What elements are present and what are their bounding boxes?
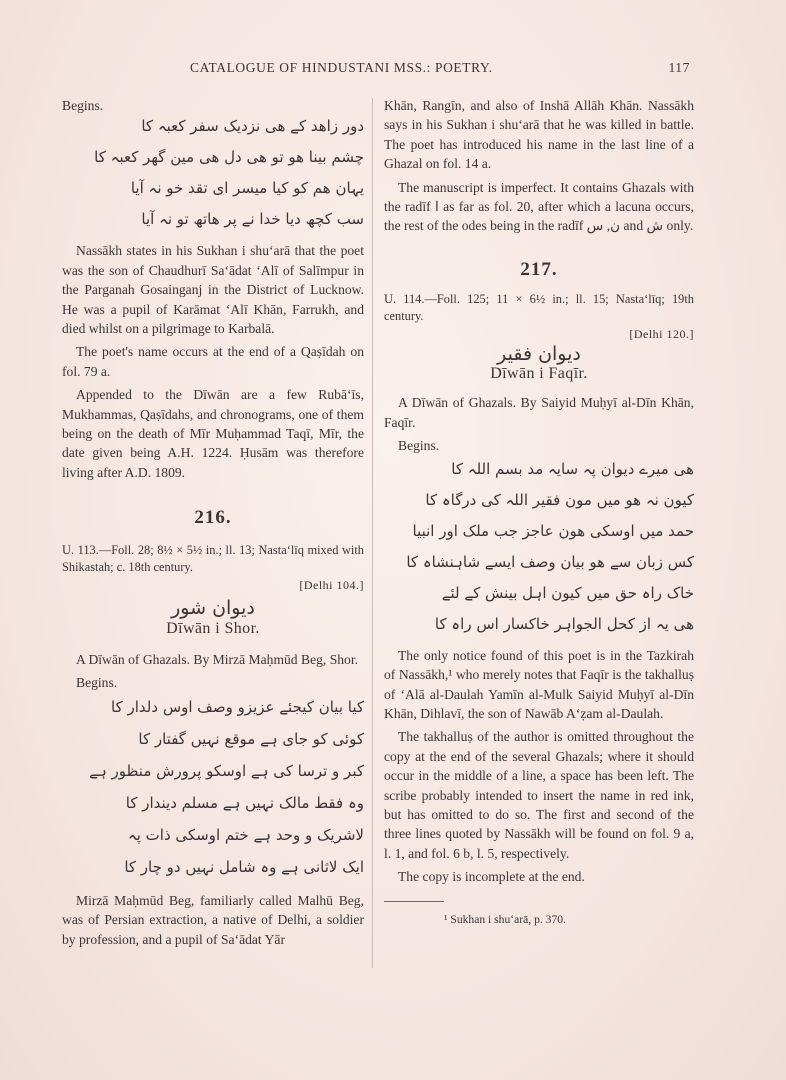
column-divider	[372, 98, 373, 968]
left-column	[62, 96, 364, 949]
urdu-line: دور زاھد کے ھی نزدیک سفر کعبہ کا	[141, 117, 364, 136]
urdu-quotation	[62, 111, 364, 235]
paragraph: The copy is incomplete at the end.	[398, 869, 585, 885]
urdu-line: ھی میرے دیوان پہ سایہ مد بسم اللہ کا	[451, 459, 694, 478]
urdu-line: کبر و ترسا کی ہے اوسکو پرورش منظور ہے	[89, 761, 364, 780]
entry-number: 217.	[520, 258, 558, 280]
entry-number: 216.	[194, 507, 232, 529]
urdu-line: کوئی کو جای ہے موقع نہیں گفتار کا	[138, 729, 364, 748]
entry-heading: U. 114.—Foll. 125; 11 × 6½ in.; ll. 15; Nastaʻlīq; 19th century.	[384, 292, 694, 324]
paragraph: Nassākh states in his Sukhan i shuʻarā that the poet was the son of Chaudhurī Saʻādat ʻAlī of Salīmpur in the Parganah Gosainganj in the District of Lucknow. He was a pupil of Karāmat ʻAlī Khān, Farrukh, and died whilst on a pilgrimage to Karbalā.	[62, 243, 364, 337]
begins-label: Begins.	[62, 98, 104, 113]
urdu-title: دیوان شور	[171, 597, 255, 620]
paragraph: Mirzā Maḥmūd Beg, familiarly called Malhū Beg, was of Persian extraction, a native of Delhi, a soldier by profession, and a pupil of Saʻādat Yār	[62, 892, 364, 947]
urdu-line: چشم بینا ھو تو ھی دل ھی مین گھر کعبہ کا	[94, 148, 364, 167]
begins-label: Begins.	[76, 675, 118, 691]
urdu-line: خاک راہ حق میں کیون اہل بینش کے لئے	[441, 583, 694, 602]
begins-label: Begins.	[398, 438, 440, 454]
delhi-reference: [Delhi 104.]	[299, 577, 364, 592]
urdu-line: سب کچھ دیا خدا نے پر ھاتھ تو نہ آیا	[141, 210, 364, 229]
urdu-title: دیوان فقیر	[497, 342, 581, 365]
paragraph: The only notice found of this poet is in the Tazkirah of Nassākh,¹ who merely notes that Faqīr is the takhalluṣ of ʻAlā al-Daulah Yamīn al-Mulk Saiyid Muḥyī al-Dīn Khān, Dihlavī, the son of Nawāb Aʻẓam al-Daulah.	[384, 647, 694, 721]
description: A Dīwān of Ghazals. By Mirzā Maḥmūd Beg, Shor.	[76, 651, 359, 667]
paragraph: Appended to the Dīwān are a few Rubāʻīs, Mukhammas, Qaṣīdahs, and chronograms, one of them being on the death of Mīr Muḥammad Taqī, Mīr, the date given being A.H. 1224. Ḥusām was therefore living after A.D. 1809.	[62, 387, 364, 480]
urdu-line: لاشریک و وحد ہے ختم اوسکی ذات پہ	[127, 825, 364, 844]
right-column	[384, 96, 694, 929]
page-number: 117	[668, 60, 690, 75]
roman-title: Dīwān i Shor.	[166, 619, 260, 637]
paragraph: Khān, Rangīn, and also of Inshā Allāh Khān. Nassākh says in his Sukhan i shuʻarā that he was killed in battle. The poet has introduced his name in the last line of a Ghazal on fol. 14 a.	[384, 98, 694, 172]
footnote: ¹ Sukhan i shuʻarā, p. 370.	[444, 912, 566, 926]
header-title: CATALOGUE OF HINDUSTANI MSS.: POETRY.	[190, 60, 493, 75]
delhi-reference: [Delhi 120.]	[629, 327, 694, 342]
urdu-quotation	[384, 454, 694, 640]
urdu-line: حمد میں اوسکی ھون عاجز جب ملک اور انبیا	[412, 521, 694, 540]
urdu-line: کیون نہ ھو میں مون فقیر اللہ کی درگاہ کا	[425, 490, 694, 509]
paragraph: The manuscript is imperfect. It contains Ghazals with the radīf ا as far as fol. 20, after which a lacuna occurs, the rest of the odes being in the radīf ن, س and ش only.	[384, 179, 694, 234]
urdu-line: یہان ھم کو کیا میسر ای تقد خو نہ آیا	[130, 179, 364, 198]
urdu-quotation	[62, 691, 364, 883]
paragraph: The poet's name occurs at the end of a Qaṣīdah on fol. 79 a.	[62, 344, 364, 379]
footnote-rule	[384, 901, 444, 902]
urdu-line: کیا بیان کیجئے عزیزو وصف اوس دلدار کا	[111, 697, 364, 716]
urdu-line: کس زبان سے ھو بیان وصف ایسے شاہنشاہ کا	[406, 552, 694, 571]
urdu-line: وہ فقط مالک نہیں ہے مسلم دیندار کا	[125, 793, 364, 812]
roman-title: Dīwān i Faqīr.	[490, 365, 588, 383]
description: A Dīwān of Ghazals. By Saiyid Muḥyī al-Dīn Khān, Faqīr.	[384, 395, 694, 430]
urdu-line: ھی یہ از کحل الجواہر خاکسار اس راہ کا	[434, 614, 694, 633]
paragraph: The takhalluṣ of the author is omitted throughout the copy at the end of the several Ghazals; where it should occur in the middle of a line, a space has been left. The scribe probably intended to insert the name in red ink, but has omitted to do so. The first and second of the three lines quoted by Nassākh will be found on fol. 9 a, l. 1, and fol. 6 b, l. 5, respectively.	[384, 729, 694, 861]
urdu-line: ایک لاثانی ہے وہ شامل نہیں دو چار کا	[124, 857, 364, 876]
entry-heading: U. 113.—Foll. 28; 8½ × 5½ in.; ll. 13; Nastaʻlīq mixed with Shikastah; c. 18th century.	[62, 542, 364, 574]
